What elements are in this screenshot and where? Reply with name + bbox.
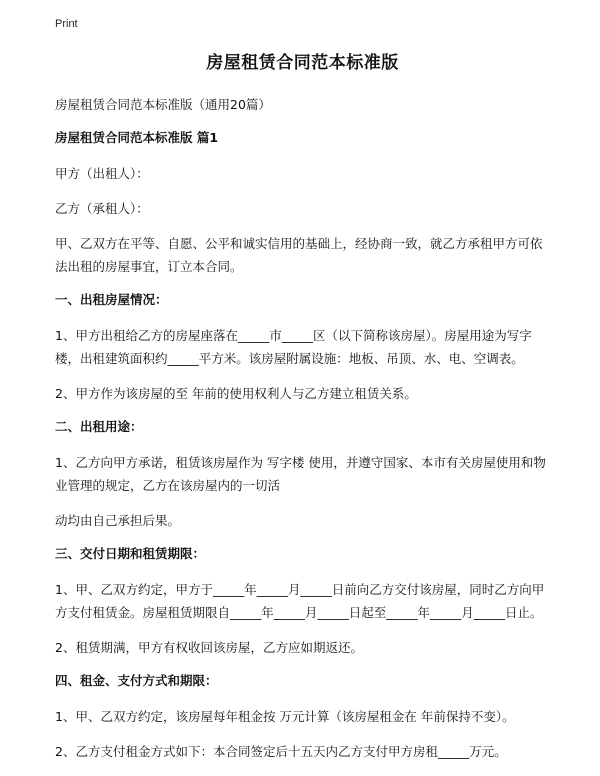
heading-rent-payment: 四、租金、支付方式和期限： [55, 673, 218, 688]
paragraph-property-location: 1、甲方出租给乙方的房屋座落在_____市_____区（以下简称该房屋）。房屋用途为写字楼，出租建筑面积约_____平方米。该房屋附属设施：地板、吊顶、水、电、空调表。 [55, 328, 532, 366]
document-title: 房屋租赁合同范本标准版 [206, 53, 399, 73]
print-link[interactable]: Print [55, 18, 78, 30]
party-a-line: 甲方（出租人）： [55, 166, 149, 181]
paragraph-delivery-date: 1、甲、乙双方约定，甲方于_____年_____月_____日前向乙方交付该房屋，同时乙方向甲方支付租赁金。房屋租赁期限自_____年_____月_____日起至_____年_____月_____日止。 [55, 582, 545, 620]
section-title: 房屋租赁合同范本标准版 篇1 [55, 130, 219, 145]
heading-delivery-term: 三、交付日期和租赁期限： [55, 546, 206, 561]
paragraph-lease-relationship: 2、甲方作为该房屋的至 年前的使用权利人与乙方建立租赁关系。 [55, 386, 417, 401]
heading-rental-purpose: 二、出租用途： [55, 419, 143, 434]
intro-paragraph: 甲、乙双方在平等、自愿、公平和诚实信用的基础上，经协商一致，就乙方承租甲方可依法出租的房屋事宜，订立本合同。 [55, 236, 543, 274]
heading-rental-property: 一、出租房屋情况： [55, 292, 168, 307]
paragraph-lease-expiry: 2、租赁期满，甲方有权收回该房屋，乙方应如期返还。 [55, 640, 363, 655]
paragraph-annual-rent: 1、甲、乙双方约定，该房屋每年租金按 万元计算（该房屋租金在 年前保持不变）。 [55, 709, 515, 724]
party-b-line: 乙方（承租人）： [55, 201, 149, 216]
paragraph-payment-method: 2、乙方支付租金方式如下：本合同签定后十五天内乙方支付甲方房租_____万元。 [55, 744, 507, 759]
paragraph-purpose-consequence: 动均由自己承担后果。 [55, 513, 181, 528]
document-subtitle: 房屋租赁合同范本标准版（通用20篇） [55, 97, 271, 112]
document-body [55, 48, 550, 775]
paragraph-purpose-promise: 1、乙方向甲方承诺，租赁该房屋作为 写字楼 使用，并遵守国家、本市有关房屋使用和物业管理的规定，乙方在该房屋内的一切活 [55, 455, 546, 493]
